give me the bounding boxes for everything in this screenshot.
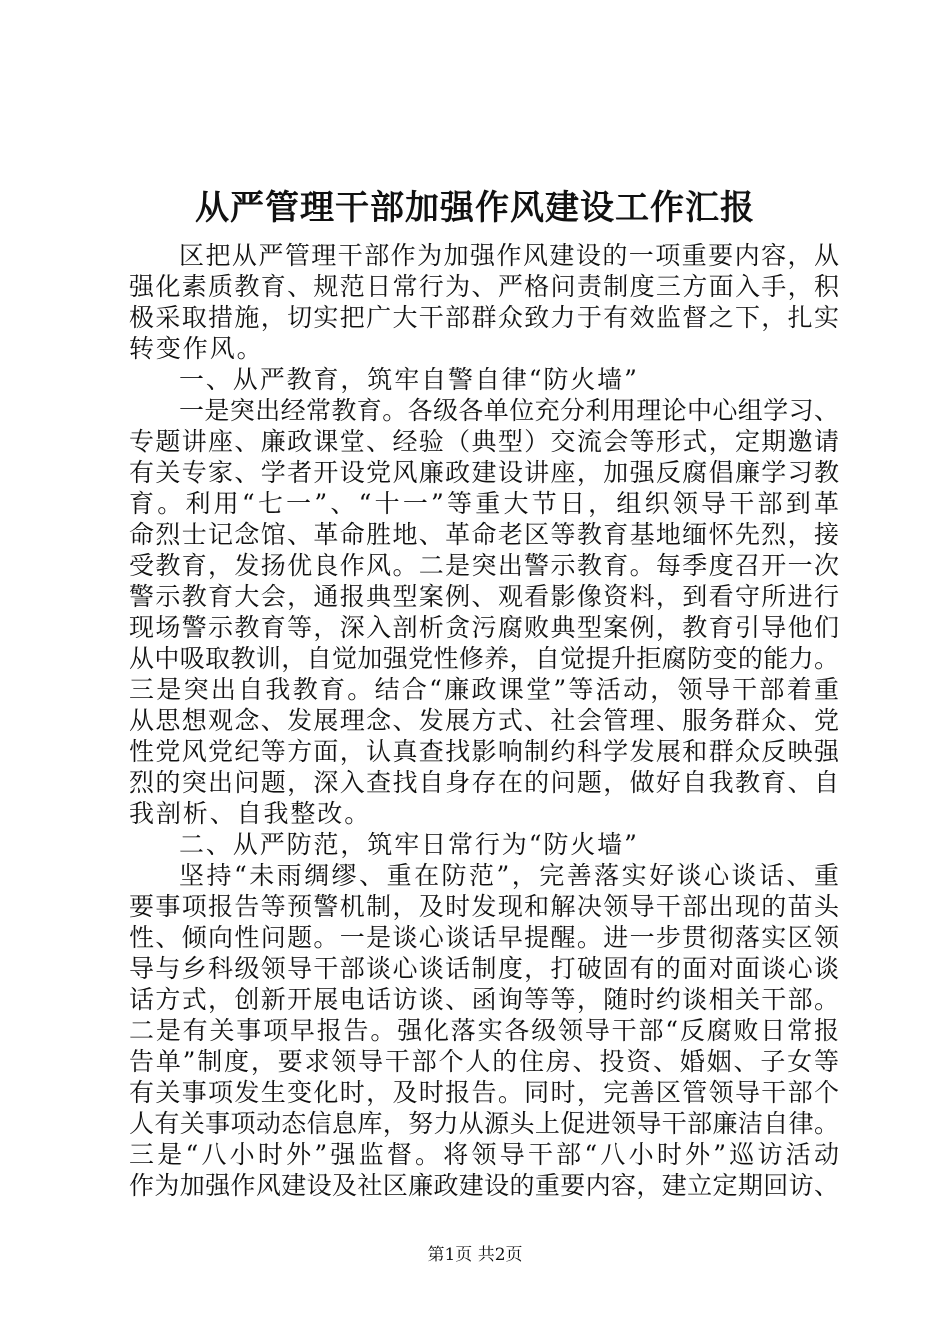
document-title: 从严管理干部加强作风建设工作汇报 bbox=[195, 188, 755, 228]
text-line: 二、从严防范，筑牢日常行为“防火墙” bbox=[179, 830, 639, 859]
text-line: 有关专家、学者开设党风廉政建设讲座，加强反腐倡廉学习教 bbox=[129, 458, 839, 487]
text-line: 一是突出经常教育。各级各单位充分利用理论中心组学习、 bbox=[179, 396, 839, 425]
text-line: 一、从严教育，筑牢自警自律“防火墙” bbox=[179, 365, 639, 394]
text-line: 从思想观念、发展理念、发展方式、社会管理、服务群众、党 bbox=[129, 706, 839, 735]
document-body bbox=[129, 240, 839, 1201]
text-line: 转变作风。 bbox=[129, 334, 264, 363]
text-line: 命烈士记念馆、革命胜地、革命老区等教育基地缅怀先烈，接 bbox=[129, 520, 839, 549]
text-line: 导与乡科级领导干部谈心谈话制度，打破固有的面对面谈心谈 bbox=[129, 954, 839, 983]
text-line: 警示教育大会，通报典型案例、观看影像资料，到看守所进行 bbox=[129, 582, 839, 611]
text-line: 强化素质教育、规范日常行为、严格问责制度三方面入手，积 bbox=[129, 272, 839, 301]
text-line: 烈的突出问题，深入查找自身存在的问题，做好自我教育、自 bbox=[129, 768, 839, 797]
text-line: 性、倾向性问题。一是谈心谈话早提醒。进一步贯彻落实区领 bbox=[129, 923, 839, 952]
page-number: 第1页 共2页 bbox=[427, 1245, 523, 1265]
text-line: 从中吸取教训，自觉加强党性修养，自觉提升拒腐防变的能力。 bbox=[129, 644, 839, 673]
text-line: 极采取措施，切实把广大干部群众致力于有效监督之下，扎实 bbox=[129, 303, 839, 332]
text-line: 人有关事项动态信息库，努力从源头上促进领导干部廉洁自律。 bbox=[129, 1109, 839, 1138]
text-line: 育。利用“七一”、“十一”等重大节日，组织领导干部到革 bbox=[129, 489, 839, 518]
text-line: 三是突出自我教育。结合“廉政课堂”等活动，领导干部着重 bbox=[129, 675, 839, 704]
text-line: 我剖析、自我整改。 bbox=[129, 799, 372, 828]
text-line: 性党风党纪等方面，认真查找影响制约科学发展和群众反映强 bbox=[129, 737, 839, 766]
text-line: 话方式，创新开展电话访谈、函询等等，随时约谈相关干部。 bbox=[129, 985, 839, 1014]
text-line: 坚持“未雨绸缪、重在防范”，完善落实好谈心谈话、重 bbox=[179, 861, 839, 890]
text-line: 受教育，发扬优良作风。二是突出警示教育。每季度召开一次 bbox=[129, 551, 839, 580]
text-line: 作为加强作风建设及社区廉政建设的重要内容，建立定期回访、 bbox=[129, 1171, 839, 1200]
text-line: 二是有关事项早报告。强化落实各级领导干部“反腐败日常报 bbox=[129, 1016, 839, 1045]
text-line: 专题讲座、廉政课堂、经验（典型）交流会等形式，定期邀请 bbox=[129, 427, 839, 456]
text-line: 要事项报告等预警机制，及时发现和解决领导干部出现的苗头 bbox=[129, 892, 839, 921]
text-line: 区把从严管理干部作为加强作风建设的一项重要内容，从 bbox=[179, 241, 839, 270]
text-line: 现场警示教育等，深入剖析贪污腐败典型案例，教育引导他们 bbox=[129, 613, 839, 642]
text-line: 告单”制度，要求领导干部个人的住房、投资、婚姻、子女等 bbox=[129, 1047, 839, 1076]
text-line: 有关事项发生变化时，及时报告。同时，完善区管领导干部个 bbox=[129, 1078, 839, 1107]
text-line: 三是“八小时外”强监督。将领导干部“八小时外”巡访活动 bbox=[129, 1140, 839, 1169]
